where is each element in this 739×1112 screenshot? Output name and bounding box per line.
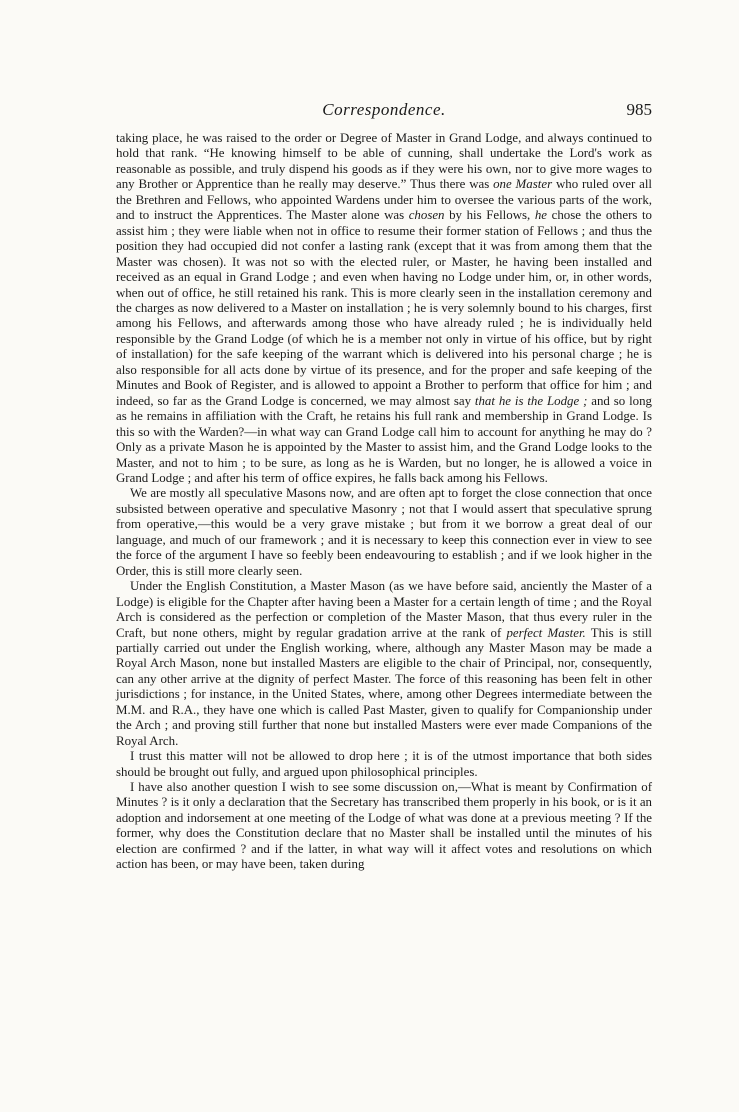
running-title: Correspondence.	[322, 100, 446, 119]
paragraph	[116, 131, 652, 486]
text-run: by his Fellows,	[444, 208, 535, 223]
italic-text-run: chosen	[408, 208, 445, 223]
text-run: chose the others to assist him ; they were liable when not in office to resume their former station of Fellows ; and thus the position they had occupied did not confer a lasting rank (except that it was from among them that the Master was chosen). It was not so with the elected ruler, or Master, he having been installed and received as an equal in Grand Lodge ; and even when having no Lodge under him, or, in other words, when out of office, he still retained his rank. This is more clearly seen in the installation ceremony and the charges as now delivered to a Master on installation ; he is very solemnly bound to his charges, first among his Fellows, and afterwards among those who have already ruled ; he is individually held responsible by the Grand Lodge (of which he is a member not only in virtue of his office, but by right of installation) for the safe keeping of the warrant which is delivered into his personal charge ; he is also responsible for all acts done by virtue of its presence, and for the proper and safe keeping of the Minutes and Book of Register, and is allowed to appoint a Brother to perform that office for him ; and indeed, so far as the Grand Lodge is concerned, we may almost say	[116, 208, 652, 408]
paragraph	[116, 780, 652, 873]
paragraph	[116, 486, 652, 579]
text-run: and so long as he remains in affiliation with the Craft, he retains his full rank and membership in Grand Lodge. Is this so with the Warden?—in what way can Grand Lodge call him to account for anything he may do ? Only as a private Mason he is appointed by the Master to assist him, and the Grand Lodge looks to the Master, and not to him ; to be sure, as long as he is Warden, but no longer, he is allowed a voice in Grand Lodge ; and after his term of office expires, he falls back among his Fellows.	[116, 393, 652, 485]
text-run: This is still partially carried out under the English working, where, although any Master Mason may be made a Royal Arch Mason, none but installed Masters are eligible to the chair of Principal, nor, consequently, can any other arrive at the dignity of perfect Master. The force of this reasoning has been felt in other jurisdictions ; for instance, in the United States, where, among other Degrees intermediate between the M.M. and R.A., they have one which is called Past Master, given to qualify for Companionship under the Arch ; and proving still further that none but installed Masters were ever made Companions of the Royal Arch.	[116, 625, 653, 748]
page-header	[116, 100, 652, 124]
paragraph	[116, 579, 652, 749]
text-run: who ruled over all the Brethren and Fellows, who appointed Wardens under him to oversee the various parts of the work, and to instruct the Apprentices. The Master alone was	[116, 177, 652, 223]
italic-text-run: one Master	[493, 177, 553, 192]
body-text	[116, 131, 652, 873]
text-run: I trust this matter will not be allowed to drop here ; it is of the utmost importance that both sides should be brought out fully, and argued upon philosophical principles.	[116, 749, 652, 779]
italic-text-run: that he is the Lodge ;	[474, 393, 588, 408]
italic-text-run: he	[534, 208, 548, 223]
paragraph	[116, 749, 652, 780]
text-run: Under the English Constitution, a Master Mason (as we have before said, anciently the Master of a Lodge) is eligible for the Chapter after having been a Master for a certain length of time ; and the Royal Arch is considered as the perfection or completion of the Master Mason, that thus every ruler in the Craft, but none others, might by regular gradation arrive at the rank of	[116, 579, 652, 640]
text-run: I have also another question I wish to see some discussion on,—What is meant by Confirmation of Minutes ? is it only a declaration that the Secretary has transcribed them properly in his book, or is it an adoption and indorsement at one meeting of the Lodge of what was done at a previous meeting ? If the former, why does the Constitution declare that no Master shall be installed until the minutes of his election are confirmed ? and if the latter, in what way will it affect votes and resolutions on which action has been, or may have been, taken during	[116, 780, 652, 872]
italic-text-run: perfect Master.	[506, 625, 586, 640]
page-number: 985	[626, 100, 652, 119]
text-run: taking place, he was raised to the order or Degree of Master in Grand Lodge, and always continued to hold that rank. “He knowing himself to be able of cunning, shall undertake the Lord's work as reasonable as possible, and truly dispend his goods as if they were his own, nor to give more wages to any Brother or Apprentice than he really may deserve.” Thus there was	[116, 131, 652, 192]
text-run: We are mostly all speculative Masons now, and are often apt to forget the close connection that once subsisted between operative and speculative Masonry ; not that I would assert that speculative sprung from operative,—this would be a very grave mistake ; but from it we borrow a great deal of our language, and much of our framework ; and it is necessary to keep this connection ever in view to see the force of the argument I have so feebly been endeavouring to establish ; and if we look higher in the Order, this is still more clearly seen.	[116, 486, 652, 578]
